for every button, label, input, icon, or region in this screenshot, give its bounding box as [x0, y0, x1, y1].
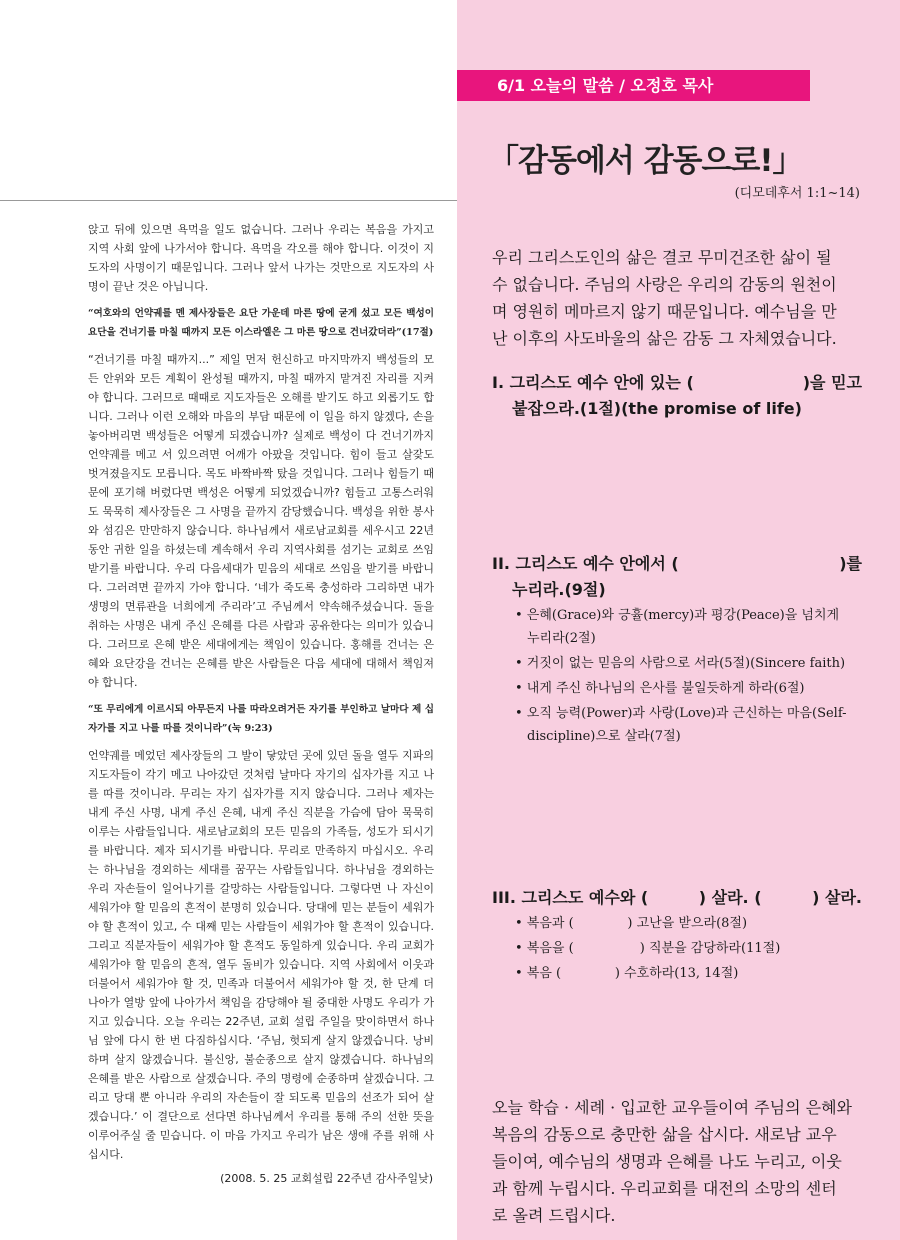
scripture-quote: “또 무리에게 이르시되 아무든지 나를 따라오려거든 자기를 부인하고 날마다 제 십자가를 지고 나를 따를 것이니라”(눅 9:23) — [88, 704, 434, 734]
scripture-reference: (디모데후서 1:1~14) — [734, 186, 860, 201]
bullet-line-cont: discipline)으로 살라(7절) — [527, 729, 681, 744]
list-item — [515, 604, 860, 650]
header-label: 6/1 오늘의 말씀 / 오정호 목사 — [497, 76, 714, 95]
list-item — [515, 652, 860, 675]
sermon-closing: 오늘 학습 · 세례 · 입교한 교우들이여 주님의 은혜와 복음의 감동으로 충만한 삶을 삽시다. 새로남 교우들이여, 예수님의 생명과 은혜를 나도 누리고, 이웃과 함께 누립시다. 우리교회를 대전의 소망의 센터로 올려 드립시다. — [492, 1098, 852, 1225]
section-3-mid: ) 살라. ( — [698, 888, 762, 907]
section-3-bullets — [515, 912, 860, 987]
list-item — [515, 677, 860, 700]
bullet-line: • 거짓이 없는 믿음의 사람으로 서라(5절)(Sincere faith) — [515, 656, 846, 671]
article-paragraph: “건너기를 마칠 때까지...” 제일 먼저 헌신하고 마지막까지 백성들의 모든 안위와 모든 계획이 완성될 때까지, 마칠 때까지 맡겨진 자리를 지켜야 합니다. 그러므로 때때로 지도자들은 오해를 받기도 하고 외롭기도 합니다. 그러나 이런 오해와 마음의 부담 때문에 이 일을 하지 않겠다, 손을 놓아버리면 백성들은 어떻게 되겠습니까? 실제로 백성이 다 건너기까지 언약궤를 메고 서 있으려면 어깨가 아팠을 것입니다. 힘이 들고 살갗도 벗겨졌을지도 모릅니다. 목도 바짝바짝 탔을 것입니다. 그러나 힘들기 때문에 포기해 버렸다면 백성은 어떻게 되었겠습니까? 힘들고 고통스러워도 묵묵히 제사장들은 그 사명을 끝까지 감당했습니다. 백성을 위한 봉사와 섬김은 만만하지 않습니다. 하나님께서 새로남교회를 세우시고 22년 동안 귀한 일을 하셨는데 계속해서 우리 지역사회를 섬기는 교회로 쓰임받기를 바랍니다. 우리 다음세대가 믿음의 세대로 쓰임을 받기를 바랍니다. 그러려면 끝까지 가야 합니다. ‘네가 죽도록 충성하라 그리하면 내가 생명의 면류관을 너희에게 주리라’고 주님께서 약속해주셨습니다. 돌을 취하는 사명은 내게 주신 은혜를 다른 사람과 공유한다는 의미가 있습니다. 그러므로 은혜 받은 세대에게는 책임이 있습니다. 홍해를 건너는 은혜와 요단강을 건너는 은혜를 받은 사람들은 다음 세대에 대해서 책임져야 합니다. — [88, 353, 434, 689]
article-paragraph: 언약궤를 메었던 제사장들의 그 발이 닿았던 곳에 있던 돌을 열두 지파의 지도자들이 각기 메고 나아갔던 것처럼 날마다 자기의 십자가를 지고 나를 따를 것이니라. 무리는 자기 십자가를 지지 않습니다. 그러나 제자는 내게 주신 사명, 내게 주신 은혜, 내게 주신 직분을 가슴에 담아 묵묵히 이루는 사람들입니다. 새로남교회의 모든 믿음의 가족들, 성도가 되시기를 바랍니다. 제자 되시기를 바랍니다. 무리로 만족하지 마십시오. 우리는 하나님을 경외하는 세대를 꿈꾸는 사람들입니다. 하나님을 경외하는 우리 자손들이 일어나기를 갈망하는 사람들입니다. 그렇다면 나 자신이 세워가야 할 믿음의 흔적이 분명히 있습니다. 당대에 믿는 분들이 세워가야 할 흔적이 있고, 수 대째 믿는 사람들이 세워가야 할 흔적이 있습니다. 그리고 직분자들이 세워가야 할 흔적도 동일하게 있습니다. 우리 교회가 세워가야 할 믿음의 흔적, 열두 돌비가 있습니다. 지역 사회에서 이웃과 더불어서 세워가야 할 것, 민족과 더불어서 세워가야 할 것, 한 단계 더 나아가 열방 앞에 나아가서 책임을 감당해야 될 중대한 사명도 우리가 가지고 있습니다. 오늘 우리는 22주년, 교회 설립 주일을 맞이하면서 하나님 앞에 다시 한 번 다짐하십시다. ‘주님, 헛되게 살지 않겠습니다. 낭비하며 살지 않겠습니다. 불신앙, 불순종으로 살지 않겠습니다. 하나님의 은혜를 받은 사람으로 살겠습니다. 주의 명령에 순종하며 살겠습니다. 그리고 당대 뿐 아니라 우리의 자손들이 잘 되도록 믿음의 선조가 되어 살겠습니다.’ 이 결단으로 선다면 하나님께서 우리를 통해 주의 선한 뜻을 이루어주실 줄 믿습니다. 이 마음 가지고 우리가 남은 생애 주를 위해 사십시다. — [88, 749, 434, 1161]
bullet-line: • 내게 주신 하나님의 은사를 불일듯하게 하라(6절) — [515, 681, 805, 696]
sermon-title: 「감동에서 감동으로!」 — [488, 143, 803, 179]
bullet-line-cont: 누리라(2절) — [527, 631, 596, 646]
section-3-heading — [492, 885, 862, 911]
section-1-right: )을 믿고 — [802, 373, 862, 392]
divider — [0, 200, 457, 201]
bullet-line: • 복음과 ( ) 고난을 받으라(8절) — [515, 916, 748, 931]
section-2-left: II. 그리스도 예수 안에서 ( — [492, 554, 679, 573]
bullet-line: • 복음을 ( ) 직분을 감당하라(11절) — [515, 941, 781, 956]
article-signoff: (2008. 5. 25 교회설립 22주년 감사주일낮) — [220, 1172, 433, 1185]
bullet-line: • 복음 ( ) 수호하라(13, 14절) — [515, 966, 739, 981]
section-1-heading — [492, 370, 862, 422]
sermon-intro: 우리 그리스도인의 삶은 결코 무미건조한 삶이 될 수 없습니다. 주님의 사랑은 우리의 감동의 원천이며 영원히 메마르지 않기 때문입니다. 예수님을 만난 이후의 사도바울의 삶은 감동 그 자체였습니다. — [492, 248, 837, 348]
section-3-right: ) 살라. — [812, 888, 862, 907]
bullet-line: • 은혜(Grace)와 긍휼(mercy)과 평강(Peace)을 넘치게 — [515, 608, 840, 623]
sermon-header-bar — [457, 70, 810, 101]
section-1-left: I. 그리스도 예수 안에 있는 ( — [492, 373, 694, 392]
list-item — [515, 702, 860, 748]
section-1-line2: 붙잡으라.(1절)(the promise of life) — [512, 399, 802, 418]
list-item — [515, 912, 860, 935]
scripture-quote: “여호와의 언약궤를 멘 제사장들은 요단 가운데 마른 땅에 굳게 섰고 모든 백성이 요단을 건너기를 마칠 때까지 모든 이스라엘은 그 마른 땅으로 건너갔더라”(17절) — [88, 308, 434, 338]
section-2-line2: 누리라.(9절) — [512, 580, 606, 599]
section-3-left: III. 그리스도 예수와 ( — [492, 888, 649, 907]
section-2-right: )를 — [839, 554, 862, 573]
list-item — [515, 937, 860, 960]
list-item — [515, 962, 860, 985]
section-2-heading — [492, 551, 862, 603]
article-paragraph: 앉고 뒤에 있으면 욕먹을 일도 없습니다. 그러나 우리는 복음을 가지고 지역 사회 앞에 나가서야 합니다. 욕먹을 각오를 해야 합니다. 이것이 지도자의 사명이기 때문입니다. 그러나 앞서 나가는 것만으로 지도자의 사명이 끝난 것은 아닙니다. — [88, 223, 434, 293]
bullet-line: • 오직 능력(Power)과 사랑(Love)과 근신하는 마음(Self- — [515, 706, 847, 721]
section-2-bullets — [515, 604, 860, 750]
article-column — [88, 220, 434, 1172]
